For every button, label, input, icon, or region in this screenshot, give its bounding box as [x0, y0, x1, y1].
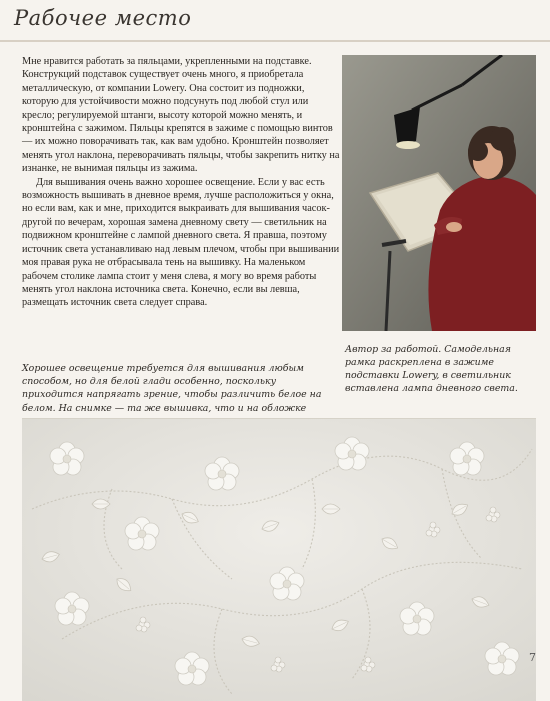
- photo-illustration: [342, 55, 536, 331]
- author-at-work-photo: [342, 55, 536, 331]
- embroidery-caption: Хорошее освещение требуется для вышивания любым способом, но для белой глади особенно, поскольку приходится напрягать зрение, чтобы различить белое на белом. На снимке — та же вышивка, что и на обложке: [22, 363, 322, 414]
- embroidery-illustration: [22, 419, 536, 701]
- paragraph: Для вышивания очень важно хорошее освещение. Если у вас есть возможность вышивать в дневное время, лучше расположиться у окна, но если вам, как и мне, приходится выкраивать для вышивания часок-другой по вечерам, хорошая замена дневному свету — светильник на подвижном кронштейне с лампой дневного света. Я правша, поэтому источник света устанавливаю над левым плечом, чтобы при вышивании моя правая рука не отбрасывала тень на вышивку. На маленьком рабочем столике лампа стоит у меня слева, я могу во время работы менять угол наклона источника света. Конечно, если вы левша, размещать источник света следует справа.: [22, 176, 340, 309]
- page-number: 7: [529, 651, 536, 664]
- page-title: Рабочее место: [14, 6, 192, 30]
- main-text: [22, 55, 340, 310]
- photo-caption: Автор за работой. Самодельная рамка раскреплена в зажиме подставки Lowery, в светильник вставлена лампа дневного света.: [345, 344, 518, 394]
- whitework-embroidery-photo: [22, 418, 536, 701]
- paragraph: Мне нравится работать за пяльцами, укрепленными на подставке. Конструкций подставок существует очень много, я приобретала металлическую, от компании Lowery. Она состоит из подножки, которую для устойчивости можно подсунуть под любой стул или кресло; регулируемой штанги, высоту которой можно менять, и кронштейна с зажимом. Пяльцы крепятся в зажиме с помощью винтов — их можно поворачивать так, как вам удобно. Кронштейн позволяет менять угол наклона, переворачивать пяльцы, чтобы закрепить нитку на изнанке, не вынимая пяльцы из зажима.: [22, 56, 340, 175]
- header-divider: [0, 40, 550, 42]
